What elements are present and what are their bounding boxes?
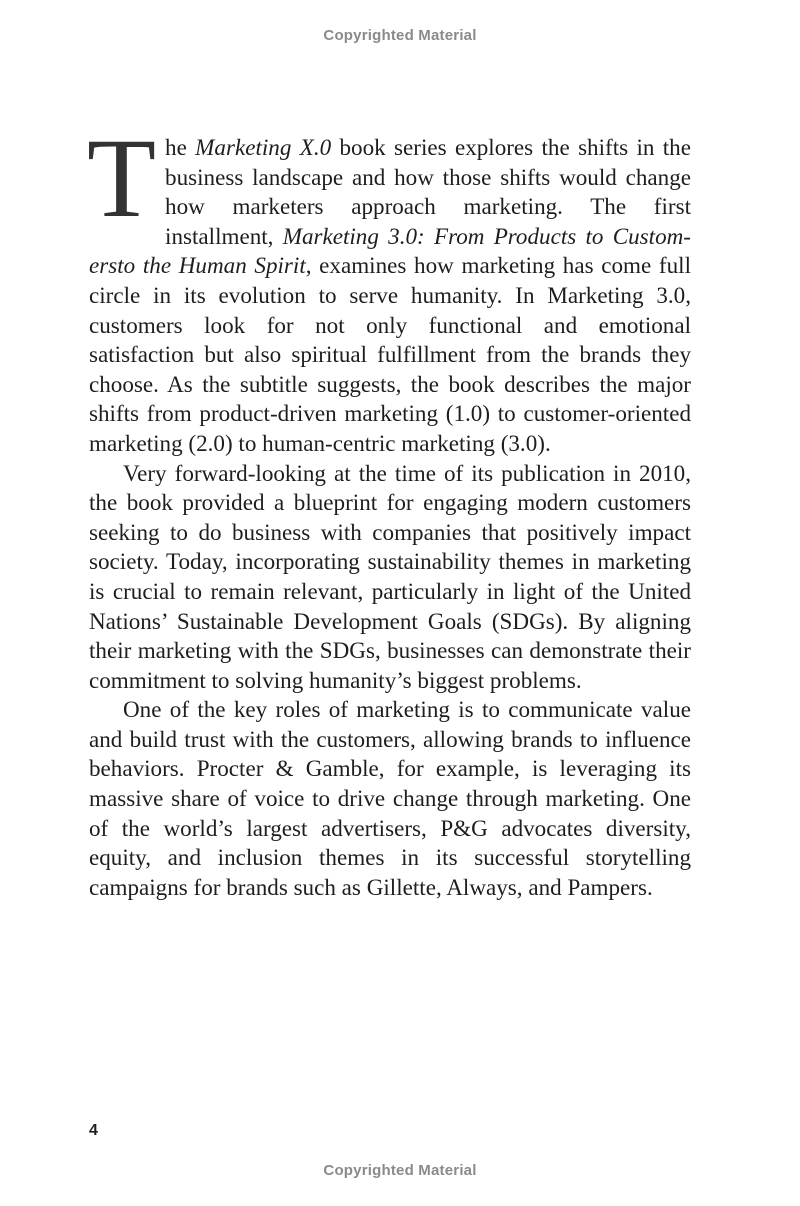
paragraph-3: One of the key roles of marketing is to communicate value and build trust with the customers, allowing brands to influence behaviors. Procter & Gamble, for example, is leveraging its massive share of voice to drive change through marketing. One of the world’s largest advertisers, P&G advocates diversity, equity, and inclusion themes in its successful storytelling campaigns for brands such as Gillette, Always, and Pampers. [89, 696, 691, 900]
paragraph-1 [87, 116, 691, 459]
copyright-header: Copyrighted Material [323, 27, 477, 44]
paragraph-1-text-c: , examines how marketing has come full circle in its evolution to serve humanity. In Marketing 3.0, customers look for not only functional and emotional satisfaction but also spiritual fulfillment from the brands they choose. As the subtitle suggests, the book describes the major shifts from product-driven marketing (1.0) to customer-oriented marketing (2.0) to human-centric marketing (3.0). [89, 252, 691, 456]
book-title: Marketing 3.0: From Products to Customersto the Human Spirit [89, 222, 691, 279]
drop-cap: T [87, 116, 157, 241]
paragraph-1-text-b: book series explores the shifts in the business landscape and how those shifts would change how marketers approach marketing. The first installment, [165, 134, 691, 249]
page-number: 4 [89, 1122, 98, 1139]
series-title: Marketing X.0 [195, 134, 332, 160]
paragraph-1-text-a: he [165, 134, 196, 160]
paragraph-2: Very forward-looking at the time of its publication in 2010, the book provided a blueprint for engaging modern customers seeking to do business with companies that positively impact society. Today, incorporating sustainability themes in marketing is crucial to remain relevant, particularly in light of the United Nations’ Sustainable Development Goals (SDGs). By aligning their marketing with the SDGs, businesses can demonstrate their commitment to solving humanity’s biggest problems. [89, 459, 691, 693]
body-text [87, 116, 691, 902]
copyright-footer: Copyrighted Material [323, 1162, 477, 1179]
